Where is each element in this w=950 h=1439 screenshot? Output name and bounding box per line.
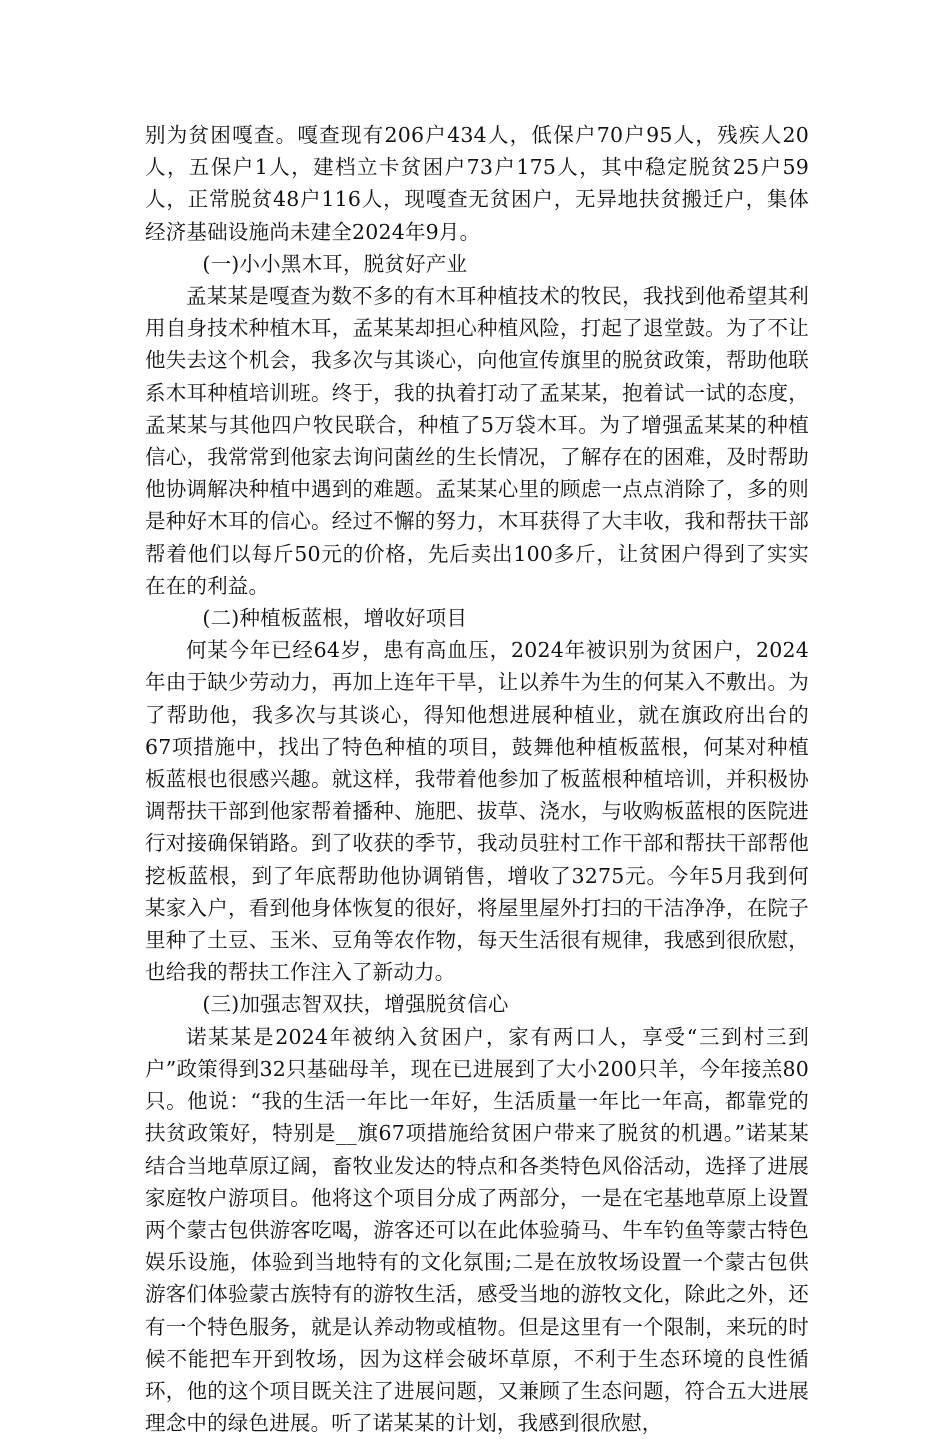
document-body (145, 119, 809, 1439)
paragraph-section-2: 何某今年已经64岁，患有高血压，2024年被识别为贫困户，2024年由于缺少劳动力，再加上连年干旱，让以养牛为生的何某入不敷出。为了帮助他，我多次与其谈心，得知他想进展种植业，就在旗政府出台的67项措施中，找出了特色种植的项目，鼓舞他种植板蓝根，何某对种植板蓝根也很感兴趣。就这样，我带着他参加了板蓝根种植培训，并积极协调帮扶干部到他家帮着播种、施肥、拔草、浇水，与收购板蓝根的医院进行对接确保销路。到了收获的季节，我动员驻村工作干部和帮扶干部帮他挖板蓝根，到了年底帮助他协调销售，增收了3275元。今年5月我到何某家入户，看到他身体恢复的很好，将屋里屋外打扫的干洁净净，在院子里种了土豆、玉米、豆角等农作物，每天生活很有规律，我感到很欣慰，也给我的帮扶工作注入了新动力。 (145, 638, 809, 985)
paragraph-intro: 别为贫困嘎查。嘎查现有206户434人，低保户70户95人，残疾人20人，五保户1人，建档立卡贫困户73户175人，其中稳定脱贫25户59人，正常脱贫48户116人，现嘎查无贫困户，无异地扶贫搬迁户，集体经济基础设施尚未建全2024年9月。 (145, 123, 809, 244)
section-heading-1: (一)小小黑木耳，脱贫好产业 (202, 251, 468, 276)
section-heading-3: (三)加强志智双扶，增强脱贫信心 (202, 992, 509, 1017)
section-heading-2: (二)种植板蓝根，增收好项目 (202, 606, 468, 631)
paragraph-section-1: 孟某某是嘎查为数不多的有木耳种植技术的牧民，我找到他希望其利用自身技术种植木耳，孟某某却担心种植风险，打起了退堂鼓。为了不让他失去这个机会，我多次与其谈心，向他宣传旗里的脱贫政策，帮助他联系木耳种植培训班。终于，我的执着打动了孟某某，抱着试一试的态度，孟某某与其他四户牧民联合，种植了5万袋木耳。为了增强孟某某的种植信心，我常常到他家去询问菌丝的生长情况，了解存在的困难，及时帮助他协调解决种植中遇到的难题。孟某某心里的顾虑一点点消除了，多的则是种好木耳的信心。经过不懈的努力，木耳获得了大丰收，我和帮扶干部帮着他们以每斤50元的价格，先后卖出100多斤，让贫困户得到了实实在在的利益。 (145, 284, 809, 598)
paragraph-section-3: 诺某某是2024年被纳入贫困户，家有两口人，享受“三到村三到户”政策得到32只基础母羊，现在已进展到了大小200只羊，今年接羔80只。他说：“我的生活一年比一年好，生活质量一年比一年高，都靠党的扶贫政策好，特别是__旗67项措施给贫困户带来了脱贫的机遇。”诺某某结合当地草原辽阔，畜牧业发达的特点和各类特色风俗活动，选择了进展家庭牧户游项目。他将这个项目分成了两部分，一是在宅基地草原上设置两个蒙古包供游客吃喝，游客还可以在此体验骑马、牛车钓鱼等蒙古特色娱乐设施，体验到当地特有的文化氛围;二是在放牧场设置一个蒙古包供游客们体验蒙古族特有的游牧生活，感受当地的游牧文化，除此之外，还有一个特色服务，就是认养动物或植物。但是这里有一个限制，来玩的时候不能把车开到牧场，因为这样会破坏草原，不利于生态环境的良性循环，他的这个项目既关注了进展问题，又兼顾了生态问题，符合五大进展理念中的绿色进展。听了诺某某的计划，我感到很欣慰， (145, 1024, 809, 1436)
